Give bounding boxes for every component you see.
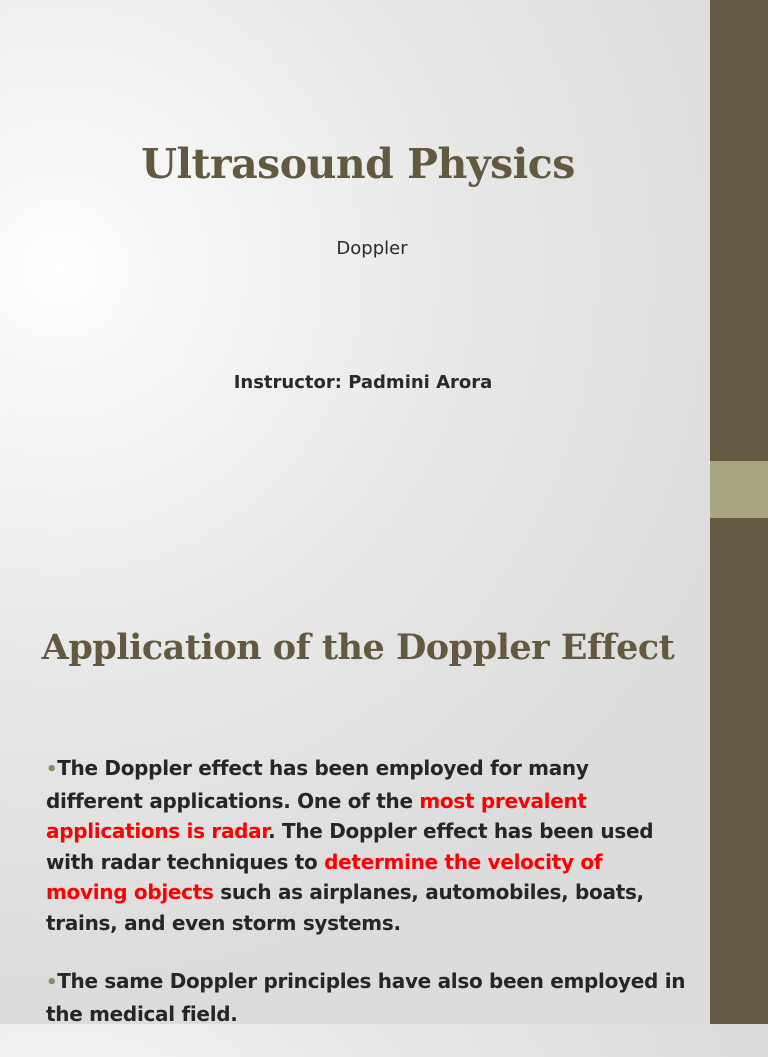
- bullet-item: [46, 966, 686, 1029]
- bullet-item: [46, 753, 686, 938]
- highlight-text: determine the velocity of moving objects: [46, 849, 603, 904]
- bullet-text: . The Doppler effect has been used with radar techniques to: [46, 819, 654, 874]
- bullet-text: such as airplanes, automobiles, boats, trains, and even storm systems.: [46, 880, 644, 935]
- bullet-marker: •: [46, 759, 58, 780]
- instructor-line: Instructor: Padmini Arora: [233, 372, 493, 393]
- bullet-text: The same Doppler principles have also been employed in the medical field.: [46, 969, 686, 1026]
- side-bar-accent: [710, 461, 768, 518]
- bullet-marker: •: [46, 972, 58, 993]
- section-title: Application of the Doppler Effect: [41, 627, 675, 668]
- slide-subtitle: Doppler: [336, 238, 408, 259]
- slide-title: Ultrasound Physics: [141, 140, 575, 188]
- bullet-text: The Doppler effect has been employed for many different applications. One of the: [46, 756, 589, 813]
- bullet-list: [46, 753, 686, 1057]
- highlight-text: most prevalent applications is radar: [46, 788, 587, 843]
